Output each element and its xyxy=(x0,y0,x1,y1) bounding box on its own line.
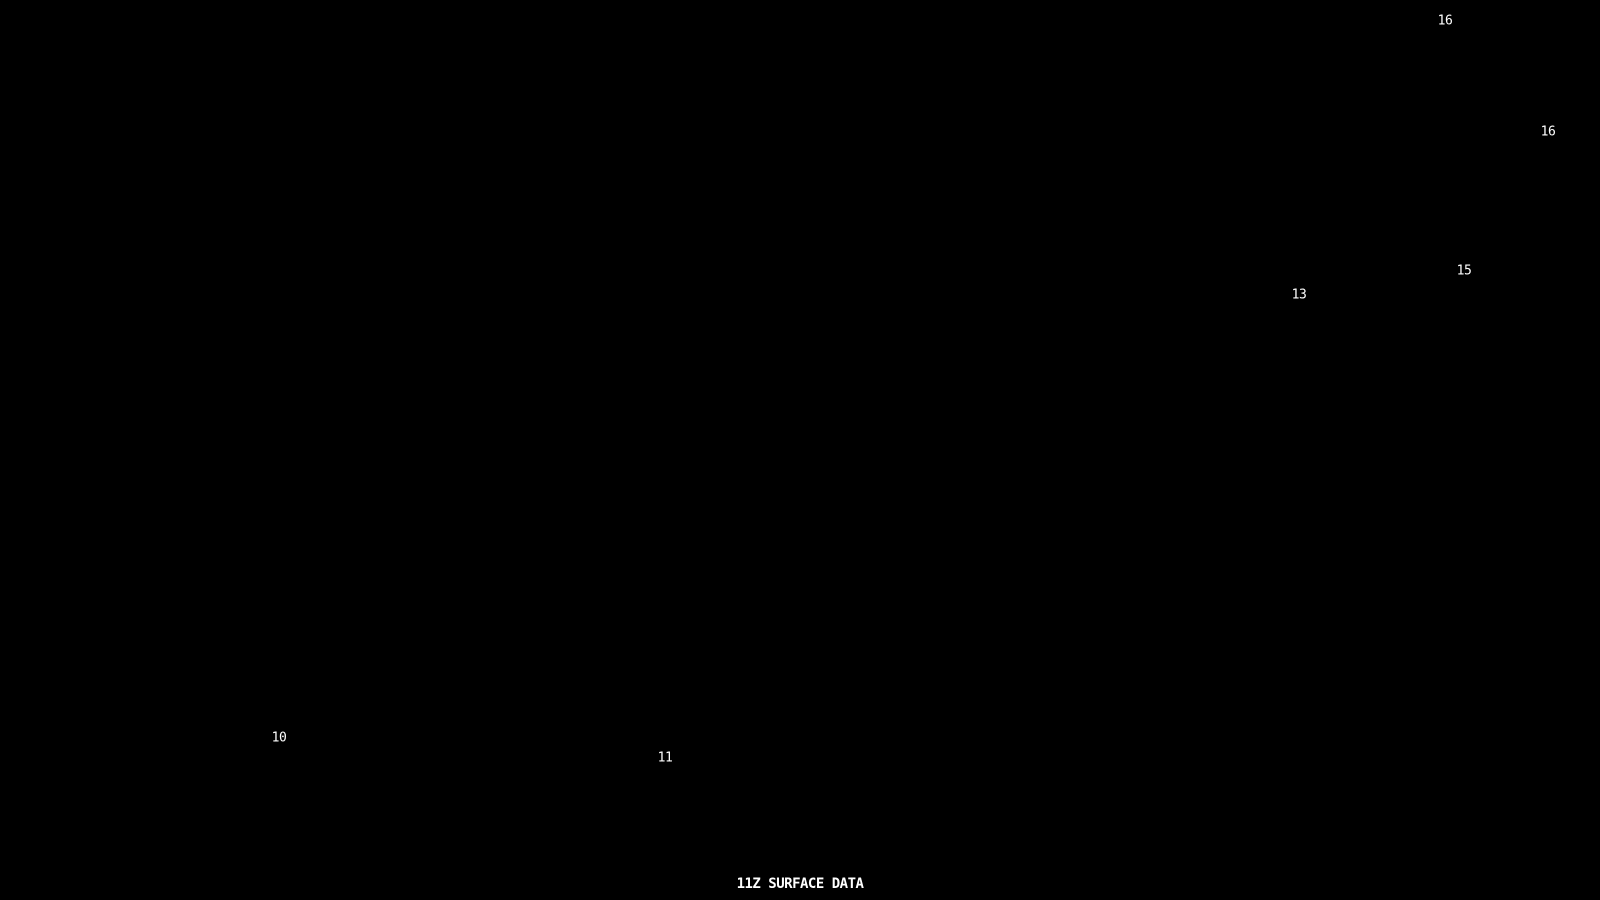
station-value-label: 16 xyxy=(1540,124,1556,140)
station-value-label: 11 xyxy=(657,750,673,766)
station-value-label: 10 xyxy=(271,730,287,746)
station-value-label: 13 xyxy=(1291,287,1307,303)
station-value-label: 16 xyxy=(1437,13,1453,29)
station-value-label: 15 xyxy=(1456,263,1472,279)
map-caption: 11Z SURFACE DATA xyxy=(736,876,864,892)
